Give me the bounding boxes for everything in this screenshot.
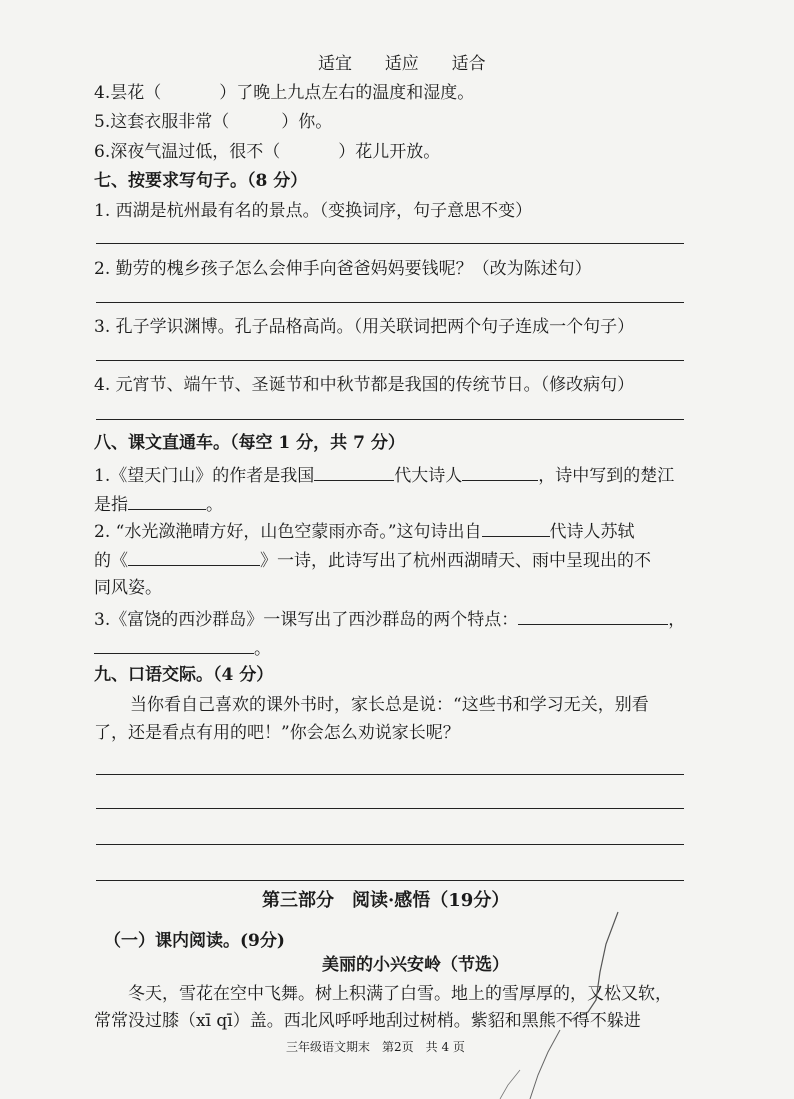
answer-line[interactable] [96,808,684,809]
section-7-item-1: 1. 西湖是杭州最有名的景点。（变换词序，句子意思不变） [94,201,533,221]
section-8-q2-line2: 的《 》一诗，此诗写出了杭州西湖晴天、雨中呈现出的不 [94,548,651,572]
fill-blank[interactable] [128,492,206,510]
section-7-item-2: 2. 勤劳的槐乡孩子怎么会伸手向爸爸妈妈要钱呢？（改为陈述句） [94,259,592,279]
section-8-q1-line1: 1.《望天门山》的作者是我国 代大诗人 ，诗中写到的楚江 [94,463,674,487]
answer-line[interactable] [96,302,684,303]
section-8-title: 八、课文直通车。（每空 1 分，共 7 分） [94,433,405,453]
fill-blank[interactable] [128,548,260,566]
section-8-q3-line1: 3.《富饶的西沙群岛》一课写出了西沙群岛的两个特点： ， [94,607,685,631]
fill-blank[interactable] [482,519,550,537]
section-9-title: 九、口语交际。（4 分） [94,665,274,685]
word-choice-3: 适合 [451,54,486,74]
reading-subsection-title: （一）课内阅读。(9分) [104,931,285,951]
word-choice-1: 适宜 [318,54,352,74]
passage-line-1: 冬天，雪花在空中飞舞。树上积满了白雪。地上的雪厚厚的，又松又软， [128,984,672,1004]
section-8-q1-line2: 是指 。 [94,492,223,516]
section-8-q3-line2: 。 [94,636,271,660]
section-9-prompt-line1: 当你看自己喜欢的课外书时，家长总是说：“这些书和学习无关，别看 [130,695,649,715]
fill-item-5: 5.这套衣服非常（ ）你。 [94,112,333,132]
section-7-item-3: 3. 孔子学识渊博。孔子品格高尚。（用关联词把两个句子连成一个句子） [94,317,635,337]
section-8-q2-line3: 同风姿。 [94,578,162,598]
passage-title: 美丽的小兴安岭（节选） [322,955,509,975]
section-9-prompt-line2: 了，还是看点有用的吧！”你会怎么劝说家长呢？ [94,723,460,743]
passage-line-2: 常常没过膝（xī qī）盖。西北风呼呼地刮过树梢。紫貂和黑熊不得不躲进 [94,1011,641,1031]
fill-blank[interactable] [518,607,668,625]
fill-blank[interactable] [314,463,394,481]
word-choice-2: 适应 [384,54,419,74]
fill-item-4: 4.昙花（ ）了晚上九点左右的温度和湿度。 [94,83,475,103]
page-footer: 三年级语文期末 第2页 共 4 页 [286,1040,465,1054]
answer-line[interactable] [96,360,684,361]
fill-blank[interactable] [94,636,254,654]
part-3-title: 第三部分 阅读·感悟（19分） [262,890,510,911]
answer-line[interactable] [96,774,684,775]
section-7-item-4: 4. 元宵节、端午节、圣诞节和中秋节都是我国的传统节日。（修改病句） [94,375,635,395]
section-8-q2-line1: 2. “水光潋滟晴方好，山色空蒙雨亦奇。”这句诗出自 代诗人苏轼 [94,519,635,543]
section-7-title: 七、按要求写句子。（8 分） [94,171,308,191]
word-choices [318,53,486,75]
answer-line[interactable] [96,243,684,244]
answer-line[interactable] [96,419,684,420]
fill-item-6: 6.深夜气温过低，很不（ ）花儿开放。 [94,142,441,162]
fill-blank[interactable] [462,463,538,481]
answer-line[interactable] [96,844,684,845]
answer-line[interactable] [96,880,684,881]
